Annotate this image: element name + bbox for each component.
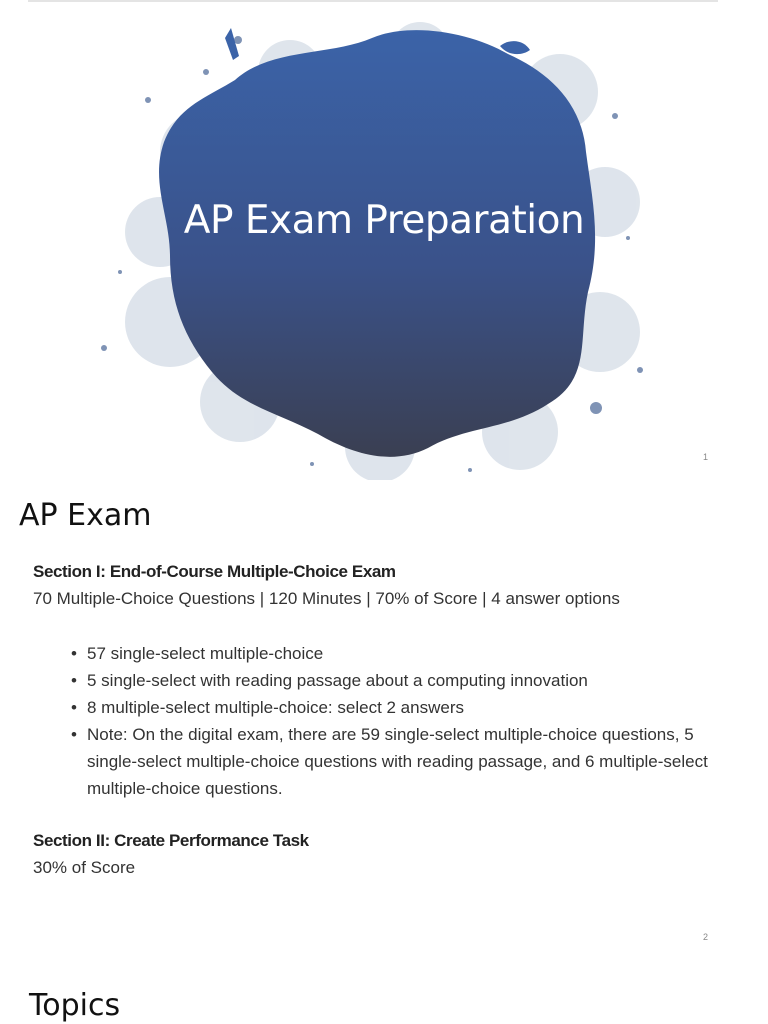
slide-3-heading: Topics	[29, 988, 121, 1023]
question-breakdown-list	[33, 640, 733, 802]
section-1-summary: 70 Multiple-Choice Questions | 120 Minutes | 70% of Score | 4 answer options	[33, 589, 620, 608]
slide-heading: AP Exam	[19, 498, 152, 533]
slide-1	[0, 2, 768, 480]
page-number: 2	[703, 932, 709, 942]
slide-title: AP Exam Preparation	[183, 198, 585, 243]
list-item: • 8 multiple-select multiple-choice: select 2 answers	[87, 694, 733, 721]
slide-2	[0, 480, 768, 950]
section-2-summary: 30% of Score	[33, 858, 136, 877]
list-item: • 57 single-select multiple-choice	[87, 640, 733, 667]
list-item: • Note: On the digital exam, there are 59 single-select multiple-choice questions, 5 single-select multiple-choice questions with reading passage, and 6 multiple-select multiple-choice questions.	[87, 721, 733, 802]
section-1-title: Section I: End-of-Course Multiple-Choice Exam	[33, 562, 396, 581]
page-number: 1	[703, 452, 709, 462]
section-2-title: Section II: Create Performance Task	[33, 831, 309, 850]
list-item: • 5 single-select with reading passage about a computing innovation	[87, 667, 733, 694]
